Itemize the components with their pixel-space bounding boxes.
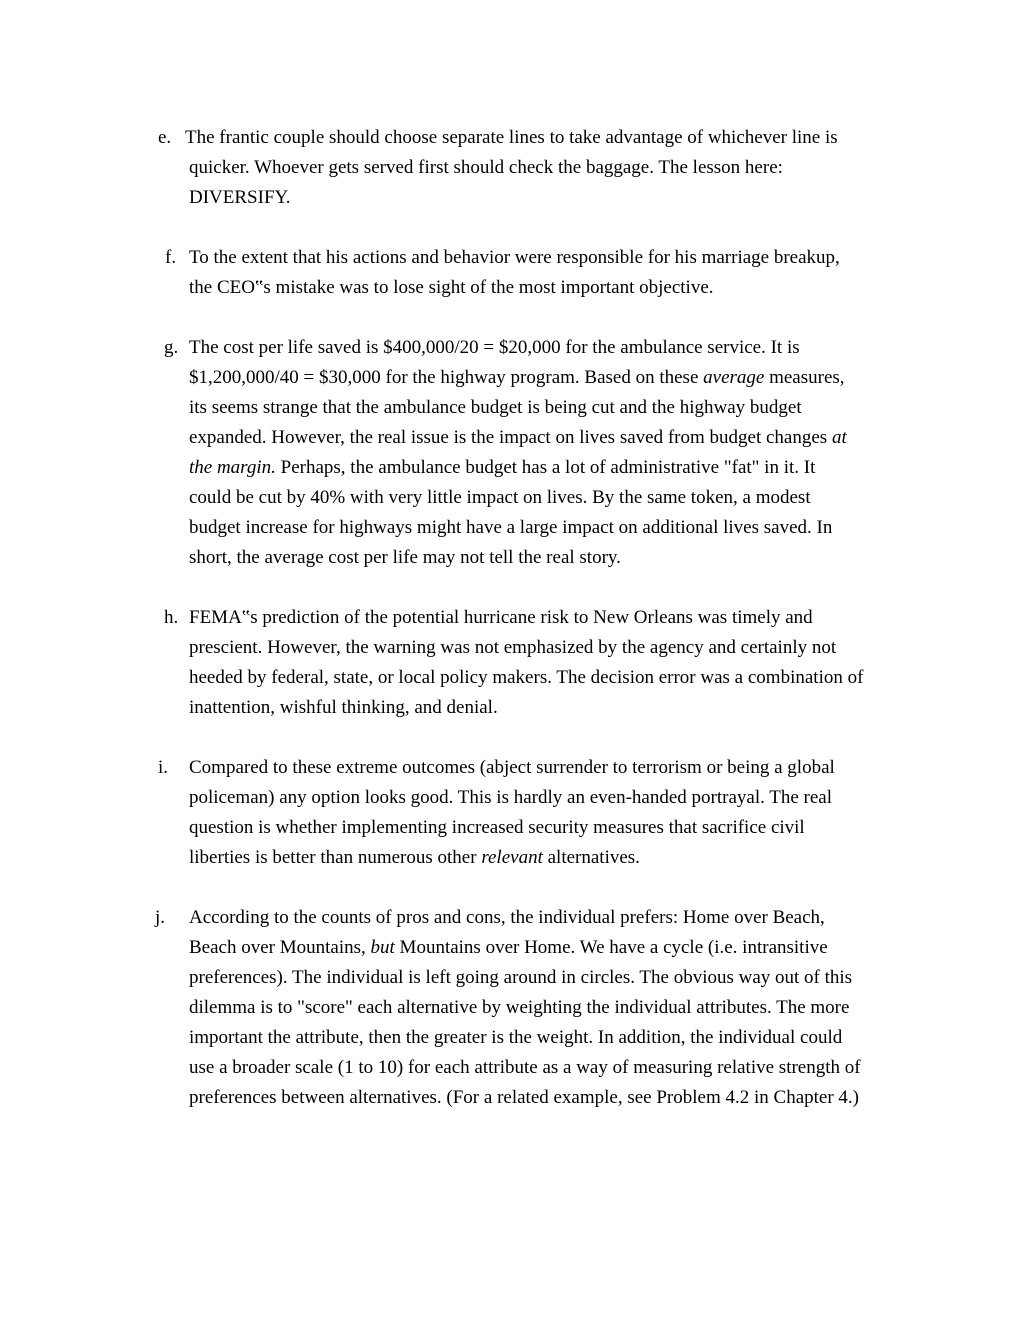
item-marker: f.: [165, 247, 177, 268]
item-text: [189, 243, 904, 303]
item-text: [185, 123, 904, 213]
text-line: could be cut by 40% with very little impact on lives. By the same token, a modest: [189, 487, 811, 508]
emphasis-text: at: [831, 427, 847, 448]
text-line: important the attribute, then the greater is the weight. In addition, the individual could: [189, 1027, 843, 1048]
item-text: [189, 753, 904, 873]
text-line: short, the average cost per life may not tell the real story.: [189, 547, 621, 568]
item-marker: g.: [164, 337, 179, 358]
text-line: FEMA‟s prediction of the potential hurricane risk to New Orleans was timely and: [189, 607, 813, 628]
text-line: expanded. However, the real issue is the impact on lives saved from budget changes at: [189, 427, 847, 448]
text-line: heeded by federal, state, or local policy makers. The decision error was a combination of: [189, 667, 864, 688]
text-line: use a broader scale (1 to 10) for each attribute as a way of measuring relative strength of: [189, 1057, 861, 1078]
emphasis-text: but: [370, 937, 395, 958]
item-marker: e.: [158, 127, 172, 148]
text-line: dilemma is to "score" each alternative by weighting the individual attributes. The more: [189, 997, 850, 1018]
item-text: [189, 333, 904, 573]
text-line: preferences between alternatives. (For a related example, see Problem 4.2 in Chapter 4.): [189, 1087, 860, 1108]
text-line: prescient. However, the warning was not emphasized by the agency and certainly not: [189, 637, 837, 658]
text-line: policeman) any option looks good. This is hardly an even-handed portrayal. The real: [189, 787, 833, 808]
text-line: quicker. Whoever gets served first should check the baggage. The lesson here:: [189, 157, 783, 178]
text-line: DIVERSIFY.: [189, 187, 291, 208]
text-line: preferences). The individual is left going around in circles. The obvious way out of this: [189, 967, 853, 988]
text-line: budget increase for highways might have a large impact on additional lives saved. In: [189, 517, 833, 538]
text-line: its seems strange that the ambulance budget is being cut and the highway budget: [189, 397, 802, 418]
item-marker: i.: [158, 757, 169, 778]
text-line: question is whether implementing increased security measures that sacrifice civil: [189, 817, 805, 838]
text-line: liberties is better than numerous other relevant alternatives.: [189, 847, 640, 868]
text-line: $1,200,000/40 = $30,000 for the highway program. Based on these average measures,: [189, 367, 845, 388]
text-line: Beach over Mountains, but Mountains over Home. We have a cycle (i.e. intransitive: [189, 937, 828, 958]
text-line: inattention, wishful thinking, and denial.: [189, 697, 498, 718]
text-line: To the extent that his actions and behavior were responsible for his marriage breakup,: [189, 247, 840, 268]
text-line: According to the counts of pros and cons, the individual prefers: Home over Beach,: [189, 907, 825, 928]
emphasis-text: the margin.: [189, 457, 276, 478]
emphasis-text: average: [703, 367, 765, 388]
emphasis-text: relevant: [481, 847, 543, 868]
item-marker: h.: [164, 607, 179, 628]
text-line: the CEO‟s mistake was to lose sight of the most important objective.: [189, 277, 714, 298]
text-line: Compared to these extreme outcomes (abject surrender to terrorism or being a global: [189, 757, 835, 778]
text-line: the margin. Perhaps, the ambulance budget has a lot of administrative "fat" in it. It: [189, 457, 816, 478]
text-line: The cost per life saved is $400,000/20 = $20,000 for the ambulance service. It is: [189, 337, 800, 358]
item-marker: j.: [155, 907, 166, 928]
text-line: The frantic couple should choose separate lines to take advantage of whichever line is: [185, 127, 838, 148]
item-text: [189, 603, 904, 723]
item-text: [189, 903, 904, 1113]
